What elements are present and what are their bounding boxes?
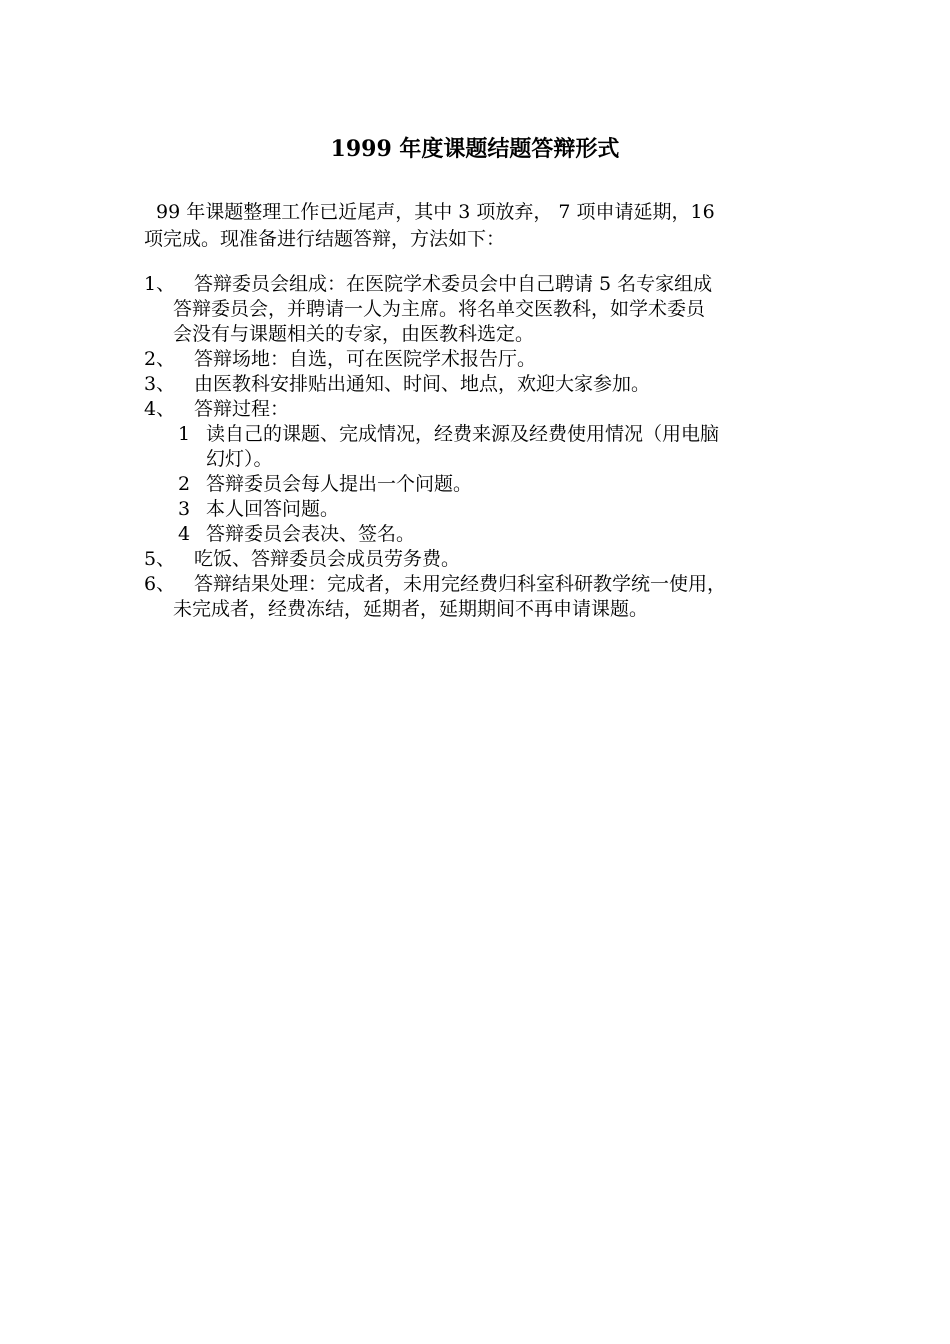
item-text: 由医教科安排贴出通知、时间、地点，欢迎大家参加。 xyxy=(194,373,651,395)
sub-item-text: 幻灯）。 xyxy=(206,448,273,470)
sub-item-number: 4 xyxy=(178,523,191,545)
item-text: 答辩委员会，并聘请一人为主席。将名单交医教科，如学术委员 xyxy=(173,298,706,320)
intro-line: 项完成。现准备进行结题答辩，方法如下： xyxy=(144,228,506,250)
sub-item-text: 读自己的课题、完成情况，经费来源及经费使用情况（用电脑 xyxy=(206,423,720,445)
intro-line: 99 年课题整理工作已近尾声，其中 3 项放弃， 7 项申请延期，16 xyxy=(156,201,715,223)
item-text: 答辩场地：自选，可在医院学术报告厅。 xyxy=(194,348,537,370)
sub-item-text: 本人回答问题。 xyxy=(206,498,340,520)
item-text: 未完成者，经费冻结，延期者，延期期间不再申请课题。 xyxy=(173,598,649,620)
sub-item-3 xyxy=(144,497,834,522)
document-title: 1999 年度课题结题答辩形式 xyxy=(330,136,620,162)
sub-item-text: 答辩委员会每人提出一个问题。 xyxy=(206,473,473,495)
item-number: 2、 xyxy=(144,348,176,370)
sub-item-4 xyxy=(144,522,834,547)
sub-item-1 xyxy=(144,422,834,472)
list-item-3 xyxy=(144,372,834,397)
list-item-4 xyxy=(144,397,834,547)
item-text: 答辩过程： xyxy=(194,398,290,420)
item-number: 5、 xyxy=(144,548,176,570)
item-text: 答辩委员会组成：在医院学术委员会中自己聘请 5 名专家组成 xyxy=(194,273,713,295)
item-number: 4、 xyxy=(144,398,176,420)
sub-item-number: 2 xyxy=(178,473,191,495)
list-item-1 xyxy=(144,272,834,347)
list-item-2 xyxy=(144,347,834,372)
item-number: 6、 xyxy=(144,573,176,595)
list-item-6 xyxy=(144,572,834,622)
sub-item-2 xyxy=(144,472,834,497)
item-number: 1、 xyxy=(144,273,176,295)
procedure-list xyxy=(144,272,834,622)
item-text: 答辩结果处理：完成者，未用完经费归科室科研教学统一使用， xyxy=(194,573,727,595)
intro-paragraph xyxy=(144,199,814,253)
item-text: 会没有与课题相关的专家，由医教科选定。 xyxy=(173,323,535,345)
sub-item-number: 1 xyxy=(178,423,191,445)
list-item-5 xyxy=(144,547,834,572)
sub-item-text: 答辩委员会表决、签名。 xyxy=(206,523,416,545)
sub-item-number: 3 xyxy=(178,498,191,520)
item-text: 吃饭、答辩委员会成员劳务费。 xyxy=(194,548,461,570)
item-number: 3、 xyxy=(144,373,176,395)
